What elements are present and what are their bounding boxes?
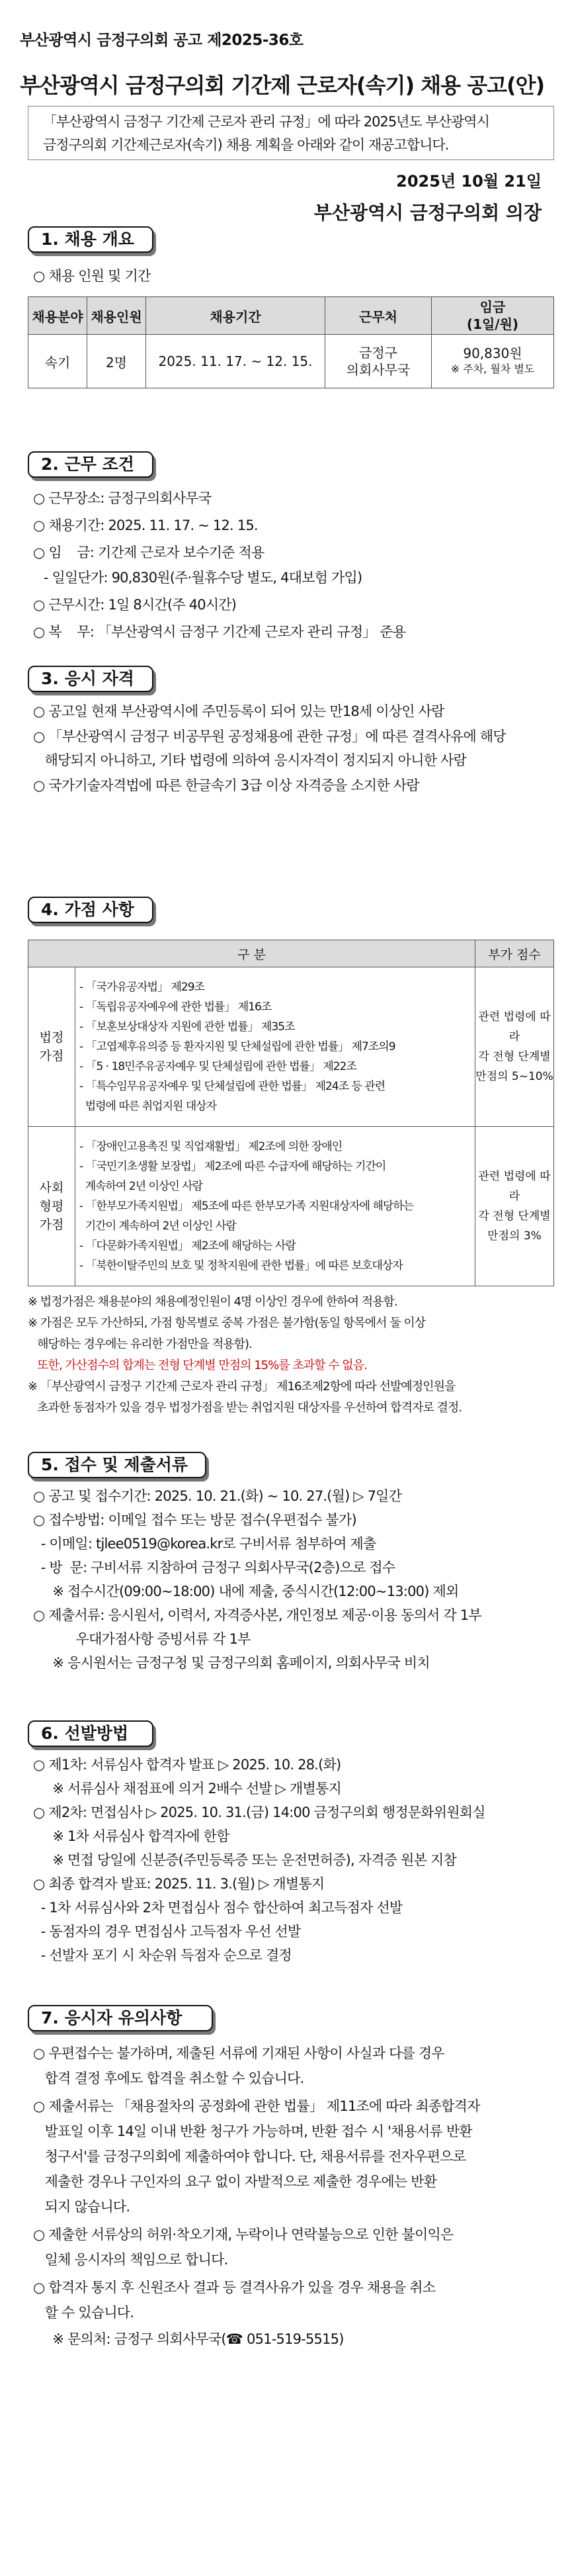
condition-line: ○ 복 무: 「부산광역시 금정구 기간제 근로자 관리 규정」 준용 [33, 624, 406, 640]
section-heading-bonus: 4. 가점 사항 [28, 897, 153, 923]
bonus-item: - 「국민기초생활 보장법」 제2조에 따른 수급자에 해당하는 기간이 [79, 1160, 386, 1173]
table-cell-place [325, 335, 432, 388]
qualification-line: ○ 국가기술자격법에 따른 한글속기 3급 이상 자격증을 소지한 사람 [33, 777, 419, 793]
bonus-note: 해당하는 경우에는 유리한 가점만을 적용함). [28, 1337, 252, 1351]
section-heading-conditions: 2. 근무 조건 [28, 451, 153, 478]
selection-line: ○ 최종 합격자 발표: 2025. 11. 3.(월) ▷ 개별통지 [33, 1876, 325, 1892]
table-cell-field: 속기 [28, 335, 87, 388]
selection-line: - 1차 서류심사와 2차 면접심사 점수 합산하여 최고득점자 선발 [33, 1900, 403, 1916]
caution-line: ○ 제출서류는 「채용절차의 공정화에 관한 법률」 제11조에 따라 최종합격자 [33, 2098, 480, 2114]
caution-line: 청구서'를 금정구의회에 제출하여야 합니다. 단, 채용서류를 전자우편으로 [33, 2149, 466, 2164]
intro-line-2: 금정구의회 기간제근로자(속기) 채용 계획을 아래와 같이 재공고합니다. [43, 137, 449, 153]
submission-line: 우대가점사항 증빙서류 각 1부 [33, 1631, 251, 1647]
table-row [28, 1127, 554, 1286]
submission-line: ※ 접수시간(09:00~18:00) 내에 제출, 중식시간(12:00~13:00) 제외 [33, 1583, 459, 1599]
caution-line: 합격 결정 후에도 합격을 취소할 수 있습니다. [33, 2070, 304, 2086]
submission-line: ○ 제출서류: 응시원서, 이력서, 자격증사본, 개인정보 제공·이용 동의서 각 1부 [33, 1607, 481, 1623]
intro-line-1: 「부산광역시 금정구 기간제 근로자 관리 규정」에 따라 2025년도 부산광역시 [43, 114, 489, 130]
selection-line: ※ 1차 서류심사 합격자에 한함 [33, 1828, 229, 1844]
bonus-item: - 「특수임무유공자예우 및 단체설립에 관한 법률」 제24조 등 관련 [79, 1080, 385, 1093]
wage-note: ※ 주차, 월차 별도 [450, 363, 535, 375]
bonus-score: 관련 법령에 따라 각 전형 단계별 만점의 5~10% [475, 967, 554, 1127]
bonus-note: 또한, 가산점수의 합계는 전형 단계별 만점의 15%를 초과할 수 없음. [28, 1358, 367, 1372]
bonus-score: 관련 법령에 따라 각 전형 단계별 만점의 3% [475, 1127, 554, 1286]
condition-line: ○ 임 금: 기간제 근로자 보수기준 적용 [33, 545, 264, 560]
selection-line: ○ 제2차: 면접심사 ▷ 2025. 10. 31.(금) 14:00 금정구의회 행정문화위원회실 [33, 1804, 485, 1820]
table-header-row [28, 940, 554, 967]
section-heading-qualifications: 3. 응시 자격 [28, 666, 153, 692]
bonus-note: 초과한 동점자가 있을 경우 법정가점을 받는 취업지원 대상자를 우선하여 합격자로 결정. [28, 1401, 462, 1415]
bonus-item: 기간이 계속하여 2년 이상인 사람 [79, 1220, 236, 1233]
issuer-name: 부산광역시 금정구의회 의장 [313, 202, 542, 224]
qualification-line: ○ 「부산광역시 금정구 비공무원 공정채용에 관한 규정」에 따른 결격사유에 해당 [33, 729, 506, 744]
qualification-line: ○ 공고일 현재 부산광역시에 주민등록이 되어 있는 만18세 이상인 사람 [33, 703, 444, 719]
caution-line: ○ 합격자 통지 후 신원조사 결과 등 결격사유가 있을 경우 채용을 취소 [33, 2280, 436, 2295]
bonus-items [75, 1127, 475, 1286]
bonus-item: - 「한부모가족지원법」 제5조에 따른 한부모가족 지원대상자에 해당하는 [79, 1200, 414, 1213]
bonus-item: - 「북한이탈주민의 보호 및 정착지원에 관한 법률」에 따른 보호대상자 [79, 1259, 403, 1272]
selection-line: ○ 제1차: 서류심사 합격자 발표 ▷ 2025. 10. 28.(화) [33, 1757, 341, 1773]
table-header: 구 분 [28, 940, 475, 967]
table-header: 채용인원 [87, 297, 146, 335]
bonus-table [28, 940, 554, 1286]
bonus-item: - 「다문화가족지원법」 제2조에 해당하는 사람 [79, 1239, 296, 1253]
bonus-category: 법정 가점 [28, 967, 75, 1127]
table-cell-count: 2명 [87, 335, 146, 388]
condition-line: - 일일단가: 90,830원(주·월휴수당 별도, 4대보험 가입) [40, 570, 362, 586]
caution-line: 발표일 이후 14일 이내 반환 청구가 가능하며, 반환 접수 시 '채용서류 반환 [33, 2123, 472, 2139]
table-header: 근무처 [325, 297, 432, 335]
qualification-line: 해당되지 아니하고, 기타 법령에 의하여 응시자격이 정지되지 아니한 사람 [33, 752, 467, 768]
section-heading-cautions: 7. 응시자 유의사항 [28, 2005, 213, 2031]
table-cell-period: 2025. 11. 17. ~ 12. 15. [146, 335, 325, 388]
table-row [28, 967, 554, 1127]
table-row [28, 335, 554, 388]
contact-line: ※ 문의처: 금정구 의회사무국(☎ 051-519-5515) [33, 2331, 344, 2347]
bonus-item: 법령에 따른 취업지원 대상자 [79, 1100, 217, 1113]
selection-line: - 선발자 포기 시 차순위 득점자 순으로 결정 [33, 1947, 292, 1963]
condition-line: ○ 근무시간: 1일 8시간(주 40시간) [33, 597, 237, 613]
submission-line: - 방 문: 구비서류 지참하여 금정구 의회사무국(2층)으로 접수 [33, 1560, 395, 1576]
announcement-date: 2025년 10월 21일 [396, 172, 542, 191]
bonus-note: ※ 「부산광역시 금정구 기간제 근로자 관리 규정」 제16조제2항에 따라 선발예정인원을 [28, 1380, 456, 1394]
intro-box [28, 106, 554, 160]
bonus-notes [28, 1292, 550, 1419]
section-heading-submission: 5. 접수 및 제출서류 [28, 1452, 206, 1478]
bonus-item: - 「보훈보상대상자 지원에 관한 법률」 제35조 [79, 1020, 295, 1034]
section-heading-overview: 1. 채용 개요 [28, 226, 153, 253]
caution-line: 되지 않습니다. [33, 2199, 130, 2215]
submission-line: ○ 공고 및 접수기간: 2025. 10. 21.(화) ~ 10. 27.(월) ▷ 7일간 [33, 1488, 402, 1504]
bonus-item: - 「국가유공자법」 제29조 [79, 981, 204, 994]
table-header-row [28, 297, 554, 335]
submission-line: ※ 응시원서는 금정구청 및 금정구의회 홈페이지, 의회사무국 비치 [33, 1655, 430, 1671]
page-title: 부산광역시 금정구의회 기간제 근로자(속기) 채용 공고(안) [20, 73, 545, 98]
bonus-category: 사회 형평 가점 [28, 1127, 75, 1286]
bonus-item: - 「5 · 18민주유공자예우 및 단체설립에 관한 법률」 제22조 [79, 1060, 356, 1073]
place-line-1: 금정구 [359, 345, 397, 361]
bonus-item: - 「고엽제후유의증 등 환자지원 및 단체설립에 관한 법률」 제7조의9 [79, 1040, 395, 1053]
selection-line: ※ 서류심사 채점표에 의거 2배수 선발 ▷ 개별통지 [33, 1781, 341, 1797]
bonus-items [75, 967, 475, 1127]
bonus-item: 계속하여 2년 이상인 사람 [79, 1180, 203, 1193]
table-header: 채용분야 [28, 297, 87, 335]
condition-line: ○ 채용기간: 2025. 11. 17. ~ 12. 15. [33, 517, 258, 533]
caution-line: 할 수 있습니다. [33, 2305, 134, 2321]
overview-subtitle: ○ 채용 인원 및 기간 [33, 268, 151, 284]
bonus-note: ※ 법정가점은 채용분야의 채용예정인원이 4명 이상인 경우에 한하여 적용함. [28, 1295, 397, 1309]
section-heading-selection: 6. 선발방법 [28, 1720, 153, 1747]
selection-line: ※ 면접 당일에 신분증(주민등록증 또는 운전면허증), 자격증 원본 지참 [33, 1852, 456, 1868]
caution-line: 일체 응시자의 책임으로 합니다. [33, 2252, 228, 2268]
caution-line: ○ 제출한 서류상의 허위·착오기재, 누락이나 연락불능으로 인한 불이익은 [33, 2227, 454, 2243]
table-header: 부가 점수 [475, 940, 554, 967]
wage-value: 90,830원 [463, 345, 522, 361]
submission-line: ○ 접수방법: 이메일 접수 또는 방문 접수(우편접수 불가) [33, 1512, 356, 1528]
bonus-item: - 「독립유공자예우에 관한 법률」 제16조 [79, 1000, 272, 1014]
notice-number: 부산광역시 금정구의회 공고 제2025-36호 [20, 32, 304, 49]
submission-line: - 이메일: tjlee0519@korea.kr로 구비서류 첨부하여 제출 [33, 1536, 376, 1552]
place-line-2: 의회사무국 [346, 362, 411, 378]
selection-line: - 동점자의 경우 면접심사 고득점자 우선 선발 [33, 1924, 301, 1939]
caution-line: 제출한 경우나 구인자의 요구 없이 자발적으로 제출한 경우에는 반환 [33, 2174, 437, 2190]
table-header: 채용기간 [146, 297, 325, 335]
bonus-note: ※ 가점은 모두 가산하되, 가점 항목별로 중복 가점은 불가함(동일 항목에서 둘 이상 [28, 1316, 426, 1330]
table-header: 임금 (1일/원) [432, 297, 554, 335]
recruitment-table [28, 296, 554, 388]
bonus-item: - 「장애인고용촉진 및 직업재활법」 제2조에 의한 장애인 [79, 1140, 343, 1153]
condition-line: ○ 근무장소: 금정구의회사무국 [33, 490, 212, 506]
table-cell-wage [432, 335, 554, 388]
caution-line: ○ 우편접수는 불가하며, 제출된 서류에 기재된 사항이 사실과 다를 경우 [33, 2045, 444, 2061]
